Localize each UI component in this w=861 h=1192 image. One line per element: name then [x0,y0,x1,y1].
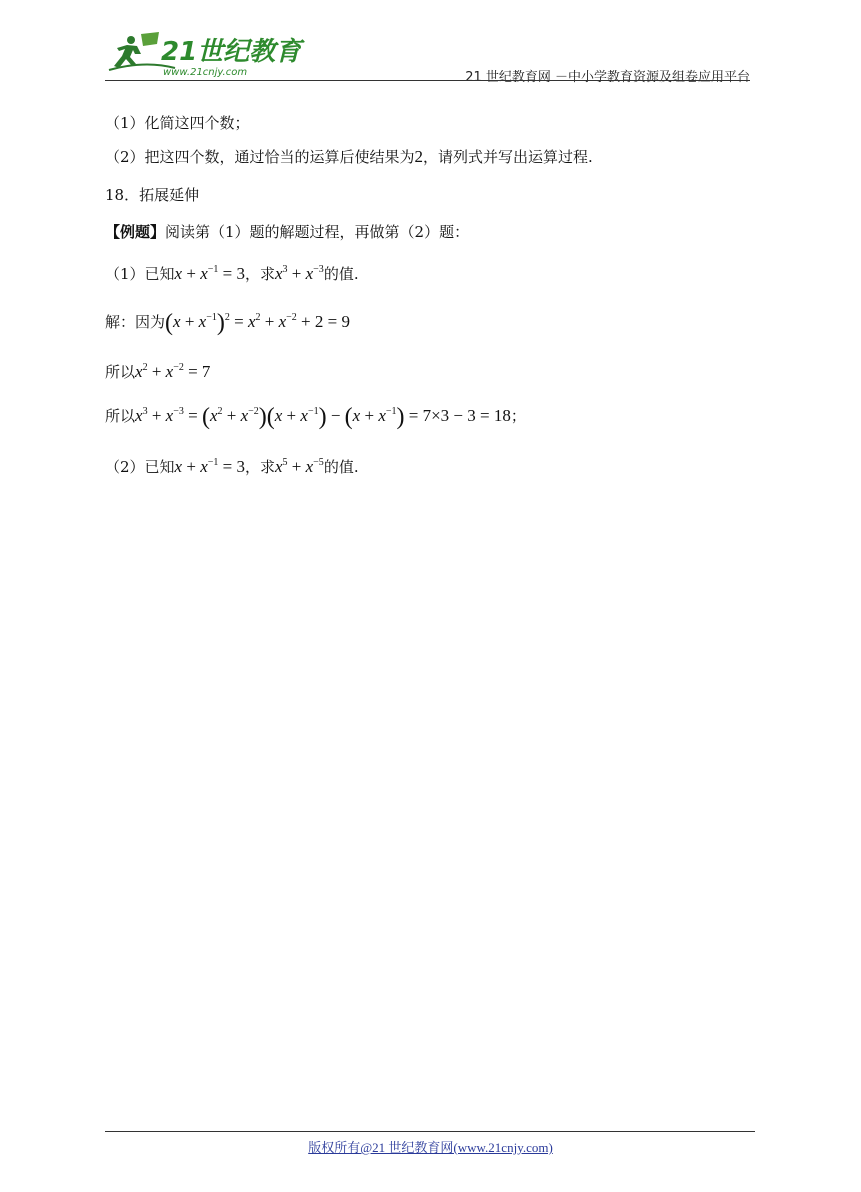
q-prev-part1: （1）化简这四个数； [105,114,250,132]
q18-part2: （2）已知$x + x^{-1} = 3$，求$x^5 + x^{-5}$的值. [105,457,359,476]
header-tagline: 21 世纪教育网 －中小学教育资源及组卷应用平台 [465,70,750,85]
q18-example-intro: 【例题】阅读第（1）题的解题过程，再做第（2）题： [105,223,470,241]
header-divider [105,80,750,81]
q18-solution-step1: 解：因为$(x + x^{-1})^2 = x^2 + x^{-2} + 2 = 9$ [105,310,350,336]
page-header [105,30,750,85]
site-logo [105,30,302,80]
runner-icon [114,32,159,68]
svg-text:www.21cnjy.com: www.21cnjy.com [163,67,248,78]
q-prev-part2: （2）把这四个数，通过恰当的运算后使结果为2，请列式并写出运算过程. [105,147,593,166]
footer-copyright-link[interactable]: 版权所有@21 世纪教育网(www.21cnjy.com) [308,1140,553,1155]
svg-text:21世纪教育: 21世纪教育 [161,37,302,67]
q18-solution-step3: 所以$x^3 + x^{-3} = (x^2 + x^{-2})(x + x^{-1}) - (x + x^{-1}) = 7\times 3 - 3 = 18$； [105,404,526,430]
q18-title: 18．拓展延伸 [105,186,200,204]
q18-part1: （1）已知$x + x^{-1} = 3$，求$x^3 + x^{-3}$的值. [105,264,359,283]
q18-solution-step2: 所以$x^2 + x^{-2} = 7$ [105,362,211,381]
footer-divider [105,1131,755,1132]
